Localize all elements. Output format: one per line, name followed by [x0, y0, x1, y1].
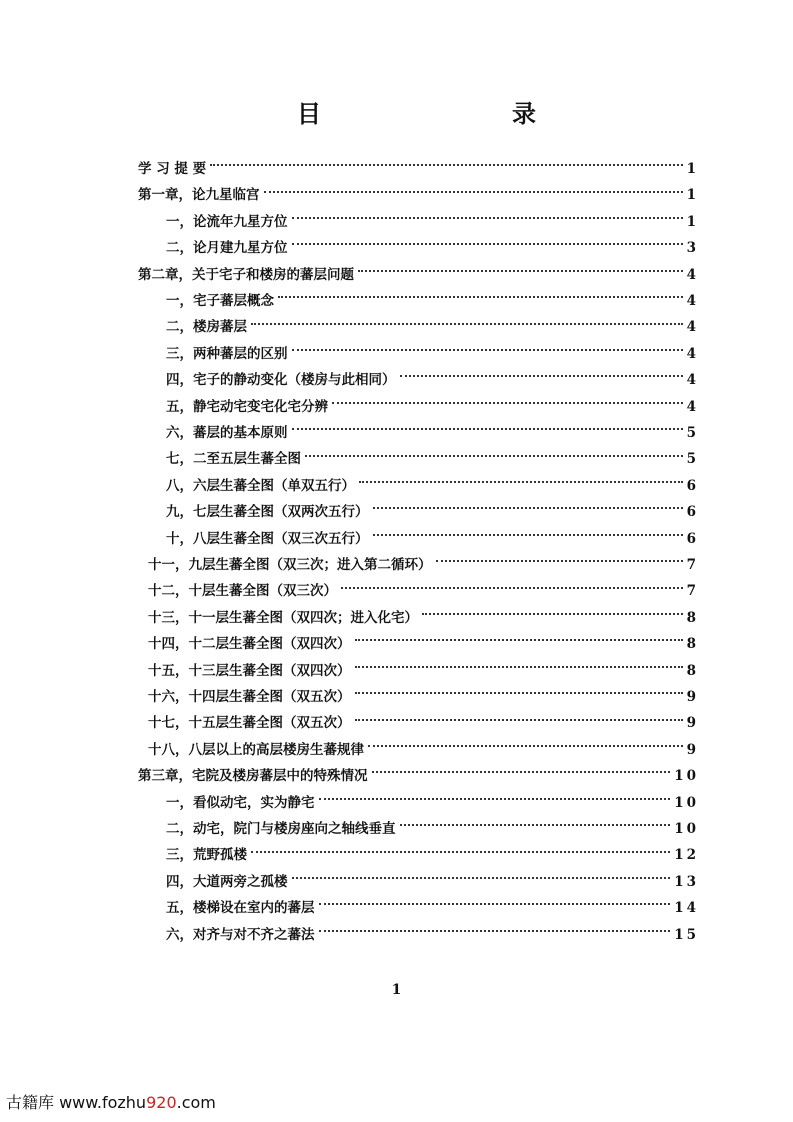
- toc-entry-page: 3: [686, 240, 699, 257]
- toc-dot-leader: [319, 930, 671, 932]
- toc-entry: [166, 446, 699, 472]
- toc-entry: [166, 922, 699, 948]
- toc-entry-label: 一，看似动宅，实为静宅: [166, 794, 315, 811]
- toc-entry-page: 6: [686, 477, 699, 494]
- toc-entry-label: 十七，十五层生蕃全图（双五次）: [148, 715, 351, 732]
- toc-entry: [148, 658, 699, 684]
- toc-dot-leader: [373, 534, 683, 536]
- toc-entry: [166, 869, 699, 895]
- toc-dot-leader: [210, 164, 682, 166]
- toc-entry-label: 六，对齐与对不齐之蕃法: [166, 926, 315, 943]
- toc-entry: [166, 394, 699, 420]
- toc-entry-label: 十一，九层生蕃全图（双三次；进入第二循环）: [148, 557, 432, 573]
- toc-entry-page: 12: [674, 847, 699, 864]
- toc-entry-label: 三，两种蕃层的区别: [166, 345, 288, 362]
- toc-dot-leader: [372, 771, 671, 773]
- toc-dot-leader: [422, 613, 683, 615]
- toc-dot-leader: [400, 375, 683, 377]
- toc-entry-page: 10: [674, 768, 699, 785]
- toc-entry-page: 1: [686, 187, 699, 204]
- toc-entry: [166, 367, 699, 393]
- toc-dot-leader: [368, 745, 683, 747]
- toc-entry-page: 4: [686, 372, 699, 389]
- toc-entry-page: 9: [686, 689, 699, 705]
- toc-dot-leader: [332, 402, 683, 404]
- toc-entry-label: 三，荒野孤楼: [166, 847, 247, 864]
- toc-entry-label: 一，宅子蕃层概念: [166, 293, 274, 309]
- toc-entry: [166, 314, 699, 340]
- toc-entry-page: 7: [686, 557, 699, 573]
- watermark-prefix: 古籍库 www.fozhu: [6, 1093, 147, 1112]
- toc-entry-page: 8: [686, 662, 699, 679]
- toc-entry-label: 十二，十层生蕃全图（双三次）: [148, 583, 337, 600]
- toc-title: [0, 94, 793, 134]
- toc-entry-page: 9: [686, 715, 699, 732]
- toc-entry-page: 1: [686, 161, 699, 177]
- toc-dot-leader: [292, 877, 671, 879]
- toc-entry: [148, 578, 699, 604]
- page-number: 1: [391, 982, 402, 998]
- toc-entry-page: 4: [686, 293, 699, 309]
- toc-dot-leader: [292, 428, 683, 430]
- toc-entry-page: 10: [674, 794, 699, 811]
- toc-entry-page: 4: [686, 319, 699, 336]
- toc-entry-label: 十四，十二层生蕃全图（双四次）: [148, 636, 351, 653]
- toc-title-part1: 目: [297, 99, 321, 128]
- toc-entry-label: 五，楼梯设在室内的蕃层: [166, 900, 315, 917]
- toc-title-part2: 录: [512, 99, 536, 128]
- toc-entry-label: 五，静宅动宅变宅化宅分辨: [166, 398, 328, 415]
- toc-dot-leader: [292, 349, 683, 351]
- watermark-suffix: .com: [176, 1093, 216, 1112]
- toc-entry-page: 8: [686, 636, 699, 653]
- toc-entry-label: 十八，八层以上的高层楼房生蕃规律: [148, 741, 364, 758]
- toc-entry-label: 十六，十四层生蕃全图（双五次）: [148, 689, 351, 705]
- toc-entry-label: 二，论月建九星方位: [166, 240, 288, 257]
- toc-entry: [138, 156, 699, 182]
- toc-entry: [166, 499, 699, 525]
- toc-dot-leader: [355, 639, 683, 641]
- toc-entry-label: 二，动宅，院门与楼房座向之轴线垂直: [166, 821, 396, 837]
- toc-entry-page: 13: [674, 873, 699, 890]
- toc-dot-leader: [292, 243, 683, 245]
- watermark-highlight: 920: [146, 1093, 177, 1112]
- toc-entry-page: 5: [686, 425, 699, 441]
- toc-entry-page: 4: [686, 345, 699, 362]
- toc-entry-page: 7: [686, 583, 699, 600]
- toc-entry: [148, 710, 699, 736]
- toc-entry-label: 十五，十三层生蕃全图（双四次）: [148, 662, 351, 679]
- toc-entry: [166, 341, 699, 367]
- toc-dot-leader: [341, 587, 683, 589]
- toc-entry-page: 9: [686, 741, 699, 758]
- toc-entry-label: 四，大道两旁之孤楼: [166, 873, 288, 890]
- toc-entry-label: 一，论流年九星方位: [166, 213, 288, 230]
- toc-entry: [148, 605, 699, 631]
- toc-entry: [148, 552, 699, 578]
- toc-entry-label: 九，七层生蕃全图（双两次五行）: [166, 504, 369, 521]
- toc-entry-label: 十，八层生蕃全图（双三次五行）: [166, 530, 369, 547]
- toc-entry: [166, 842, 699, 868]
- toc-dot-leader: [264, 191, 683, 193]
- toc-entry: [148, 737, 699, 763]
- toc-entry-label: 十三，十一层生蕃全图（双四次；进入化宅）: [148, 609, 418, 626]
- watermark: [6, 1090, 216, 1116]
- toc-entry: [166, 895, 699, 921]
- toc-entry-page: 5: [686, 451, 699, 468]
- toc-entry-label: 六，蕃层的基本原则: [166, 425, 288, 441]
- toc-entry-label: 二，楼房蕃层: [166, 319, 247, 336]
- toc-entry-page: 4: [686, 266, 699, 283]
- toc-entry: [166, 209, 699, 235]
- toc-entry: [148, 684, 699, 710]
- toc-entry-label: 四，宅子的静动变化（楼房与此相同）: [166, 372, 396, 389]
- toc-dot-leader: [319, 903, 671, 905]
- toc-dot-leader: [251, 323, 683, 325]
- toc-dot-leader: [436, 560, 683, 562]
- toc-entry: [166, 473, 699, 499]
- toc-dot-leader: [278, 296, 683, 298]
- toc-entry: [138, 182, 699, 208]
- toc-entry: [166, 790, 699, 816]
- toc-dot-leader: [355, 692, 683, 694]
- toc-entry: [166, 526, 699, 552]
- toc-entry: [166, 420, 699, 446]
- toc-entry-page: 10: [674, 821, 699, 837]
- toc-dot-leader: [355, 719, 683, 721]
- toc-entry-label: 第三章，宅院及楼房蕃层中的特殊情况: [138, 768, 368, 785]
- toc-entry-page: 6: [686, 530, 699, 547]
- toc-entry-page: 4: [686, 398, 699, 415]
- toc-entry-page: 1: [686, 213, 699, 230]
- toc-entry-page: 14: [674, 900, 699, 917]
- toc-entry-label: 第二章，关于宅子和楼房的蕃层问题: [138, 266, 354, 283]
- toc-dot-leader: [355, 666, 683, 668]
- toc-dot-leader: [251, 851, 670, 853]
- toc-dot-leader: [292, 217, 683, 219]
- toc-entry-page: 6: [686, 504, 699, 521]
- toc-entry-label: 七，二至五层生蕃全图: [166, 451, 301, 468]
- toc-entry-page: 8: [686, 609, 699, 626]
- toc-entry-page: 15: [674, 926, 699, 943]
- toc-entry: [138, 262, 699, 288]
- toc-dot-leader: [373, 507, 683, 509]
- toc-dot-leader: [359, 481, 683, 483]
- toc-entry: [138, 763, 699, 789]
- toc-entry: [166, 288, 699, 314]
- toc-dot-leader: [319, 798, 671, 800]
- toc-dot-leader: [400, 824, 671, 826]
- toc-entry-label: 八，六层生蕃全图（单双五行）: [166, 477, 355, 494]
- toc-entry: [148, 631, 699, 657]
- toc-dot-leader: [305, 455, 683, 457]
- toc-dot-leader: [358, 270, 683, 272]
- toc-entry: [166, 816, 699, 842]
- toc-entry-label: 第一章，论九星临宫: [138, 187, 260, 204]
- toc-entry: [166, 235, 699, 261]
- toc-entry-label: 学 习 提 要: [138, 161, 207, 177]
